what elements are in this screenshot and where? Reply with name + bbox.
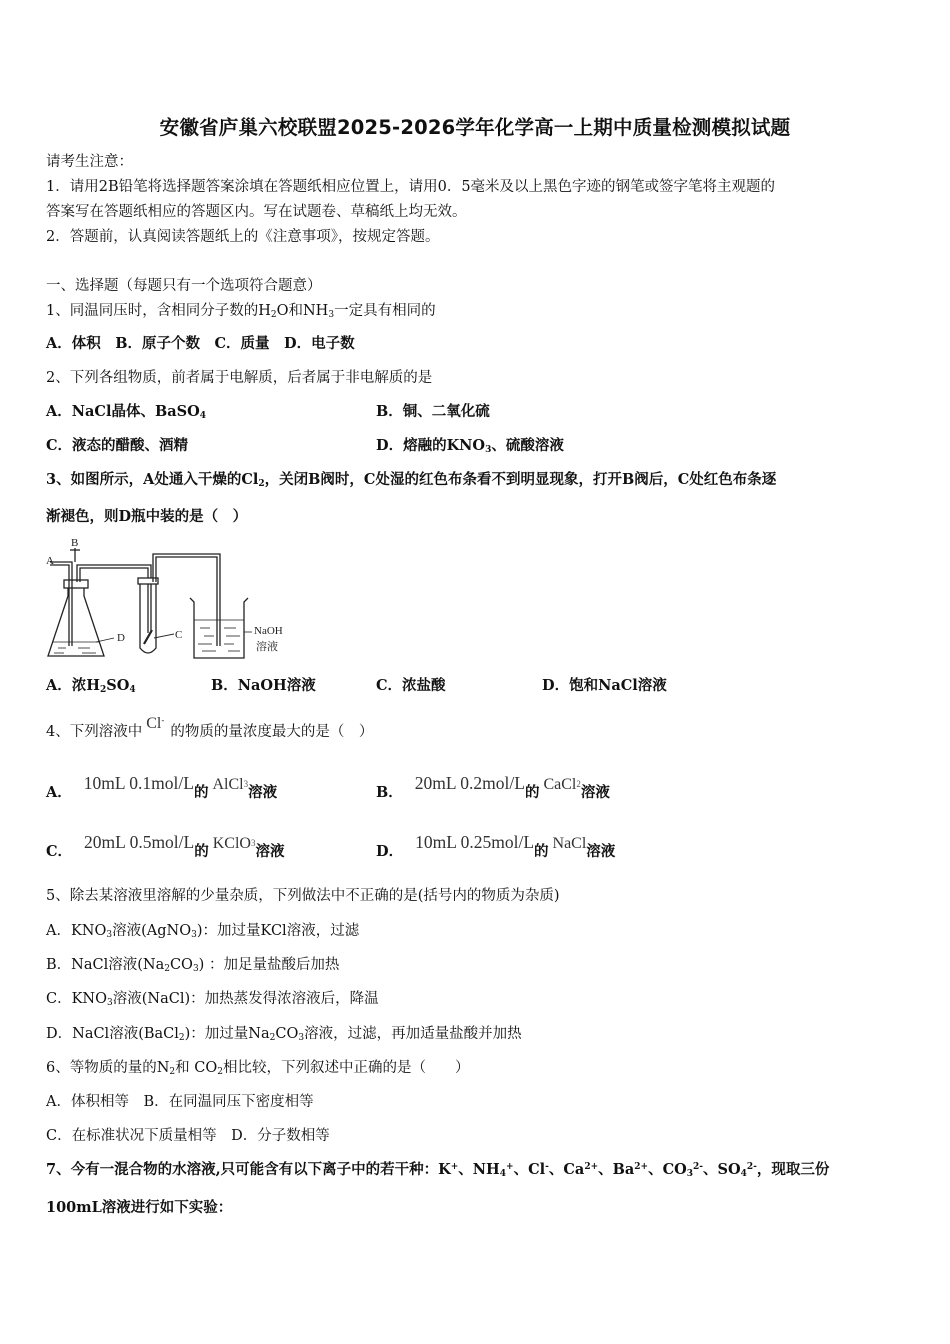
- question-4-option-b: B． 20mL 0.2mol/L的 CaCl2溶液: [376, 773, 610, 801]
- question-1-options: A．体积 B．原子个数 C．质量 D．电子数: [46, 335, 355, 352]
- test-tube-stopper: [138, 578, 158, 584]
- question-3-option-b: B．NaOH溶液: [211, 677, 316, 694]
- question-5-stem: 5、除去某溶液里溶解的少量杂质，下列做法中不正确的是(括号内的物质为杂质): [46, 888, 560, 904]
- question-3-option-c: C．浓盐酸: [376, 677, 446, 694]
- question-3-option-d: D．饱和NaCl溶液: [542, 677, 667, 694]
- label-a: A: [46, 555, 54, 567]
- question-3-stem-line-1: 3、如图所示，A处通入干燥的$Cl_2$，关闭B阀时，C处湿的红色布条看不到明显现象，打开B阀后，C处红色布条逐: [46, 471, 777, 489]
- label-b: B: [71, 538, 79, 549]
- notice-line-1a: 1．请用2B铅笔将选择题答案涂填在答题纸相应位置上，请用0．5毫米及以上黑色字迹的钢笔或签字笔将主观题的: [46, 179, 776, 195]
- question-7-stem-line-2: 100mL溶液进行如下实验：: [46, 1199, 233, 1216]
- question-5-option-d: D．NaCl溶液(BaCl$_2$)：加过量$Na_2CO_3$溶液，过滤，再加适量盐酸并加热: [46, 1026, 522, 1043]
- label-naoh: NaOH: [254, 625, 283, 637]
- question-6-options-ab: A．体积相等 B．在同温同压下密度相等: [46, 1094, 314, 1110]
- question-2-option-d: D．熔融的$KNO_3$、硫酸溶液: [376, 437, 564, 455]
- question-4-stem: 4、下列溶液中 Cl-的物质的量浓度最大的是（ ）: [46, 715, 374, 740]
- notice-heading: 请考生注意：: [46, 154, 133, 170]
- conical-flask: [48, 586, 104, 656]
- question-6-stem: 6、等物质的量的$N_2$和 $CO_2$相比较，下列叙述中正确的是（ ）: [46, 1060, 470, 1077]
- question-2-option-b: B．铜、二氧化硫: [376, 403, 490, 420]
- question-3-option-a: A．浓$H_2SO_4$: [46, 677, 136, 695]
- label-c: C: [175, 629, 183, 641]
- question-2-option-c: C．液态的醋酸、酒精: [46, 437, 189, 454]
- beaker: [190, 598, 248, 658]
- question-4-option-c: C． 20mL 0.5mol/L的 KClO3溶液: [46, 832, 285, 860]
- section-heading: 一、选择题（每题只有一个选项符合题意）: [46, 278, 322, 294]
- flask-stopper: [64, 580, 88, 588]
- label-solution: 溶液: [256, 641, 278, 653]
- page-title: 安徽省庐巢六校联盟2025-2026学年化学高一上期中质量检测模拟试题: [159, 116, 791, 139]
- question-5-option-c: C．$KNO_3$溶液(NaCl)：加热蒸发得浓溶液后，降温: [46, 991, 379, 1008]
- label-d: D: [117, 632, 125, 644]
- question-6-options-cd: C．在标准状况下质量相等 D．分子数相等: [46, 1128, 330, 1144]
- question-2-option-a: A．NaCl晶体、BaSO$_4$: [46, 403, 206, 421]
- apparatus-figure: [44, 538, 294, 666]
- question-7-stem-line-1: 7、今有一混合物的水溶液,只可能含有以下离子中的若干种：K+、$NH_4^+$、Cl-、$Ca^{2+}$、$Ba^{2+}$、$CO_3^{2-}$、$SO_4^{2-}$，现取三份: [46, 1161, 830, 1179]
- question-4-option-d: D． 10mL 0.25mol/L的 NaCl溶液: [376, 832, 616, 860]
- notice-line-1b: 答案写在答题纸相应的答题区内。写在试题卷、草稿纸上均无效。: [46, 204, 467, 220]
- question-5-option-b: B．NaCl溶液$(Na_2CO_3)$ ：加足量盐酸后加热: [46, 957, 340, 974]
- notice-line-2: 2．答题前，认真阅读答题纸上的《注意事项》，按规定答题。: [46, 229, 440, 245]
- question-2-stem: 2、下列各组物质，前者属于电解质，后者属于非电解质的是: [46, 370, 433, 386]
- connecting-tube-2: [153, 554, 220, 646]
- question-5-option-a: A．$KNO_3$溶液(AgNO$_3$)：加过量KCl溶液，过滤: [46, 923, 360, 940]
- question-1-stem: 1、同温同压时，含相同分子数的$H_2O$和$NH_3$一定具有相同的: [46, 303, 436, 320]
- question-4-option-a: A． 10mL 0.1mol/L的 AlCl3溶液: [46, 773, 278, 801]
- question-3-stem-line-2: 渐褪色，则D瓶中装的是（ ）: [46, 508, 248, 525]
